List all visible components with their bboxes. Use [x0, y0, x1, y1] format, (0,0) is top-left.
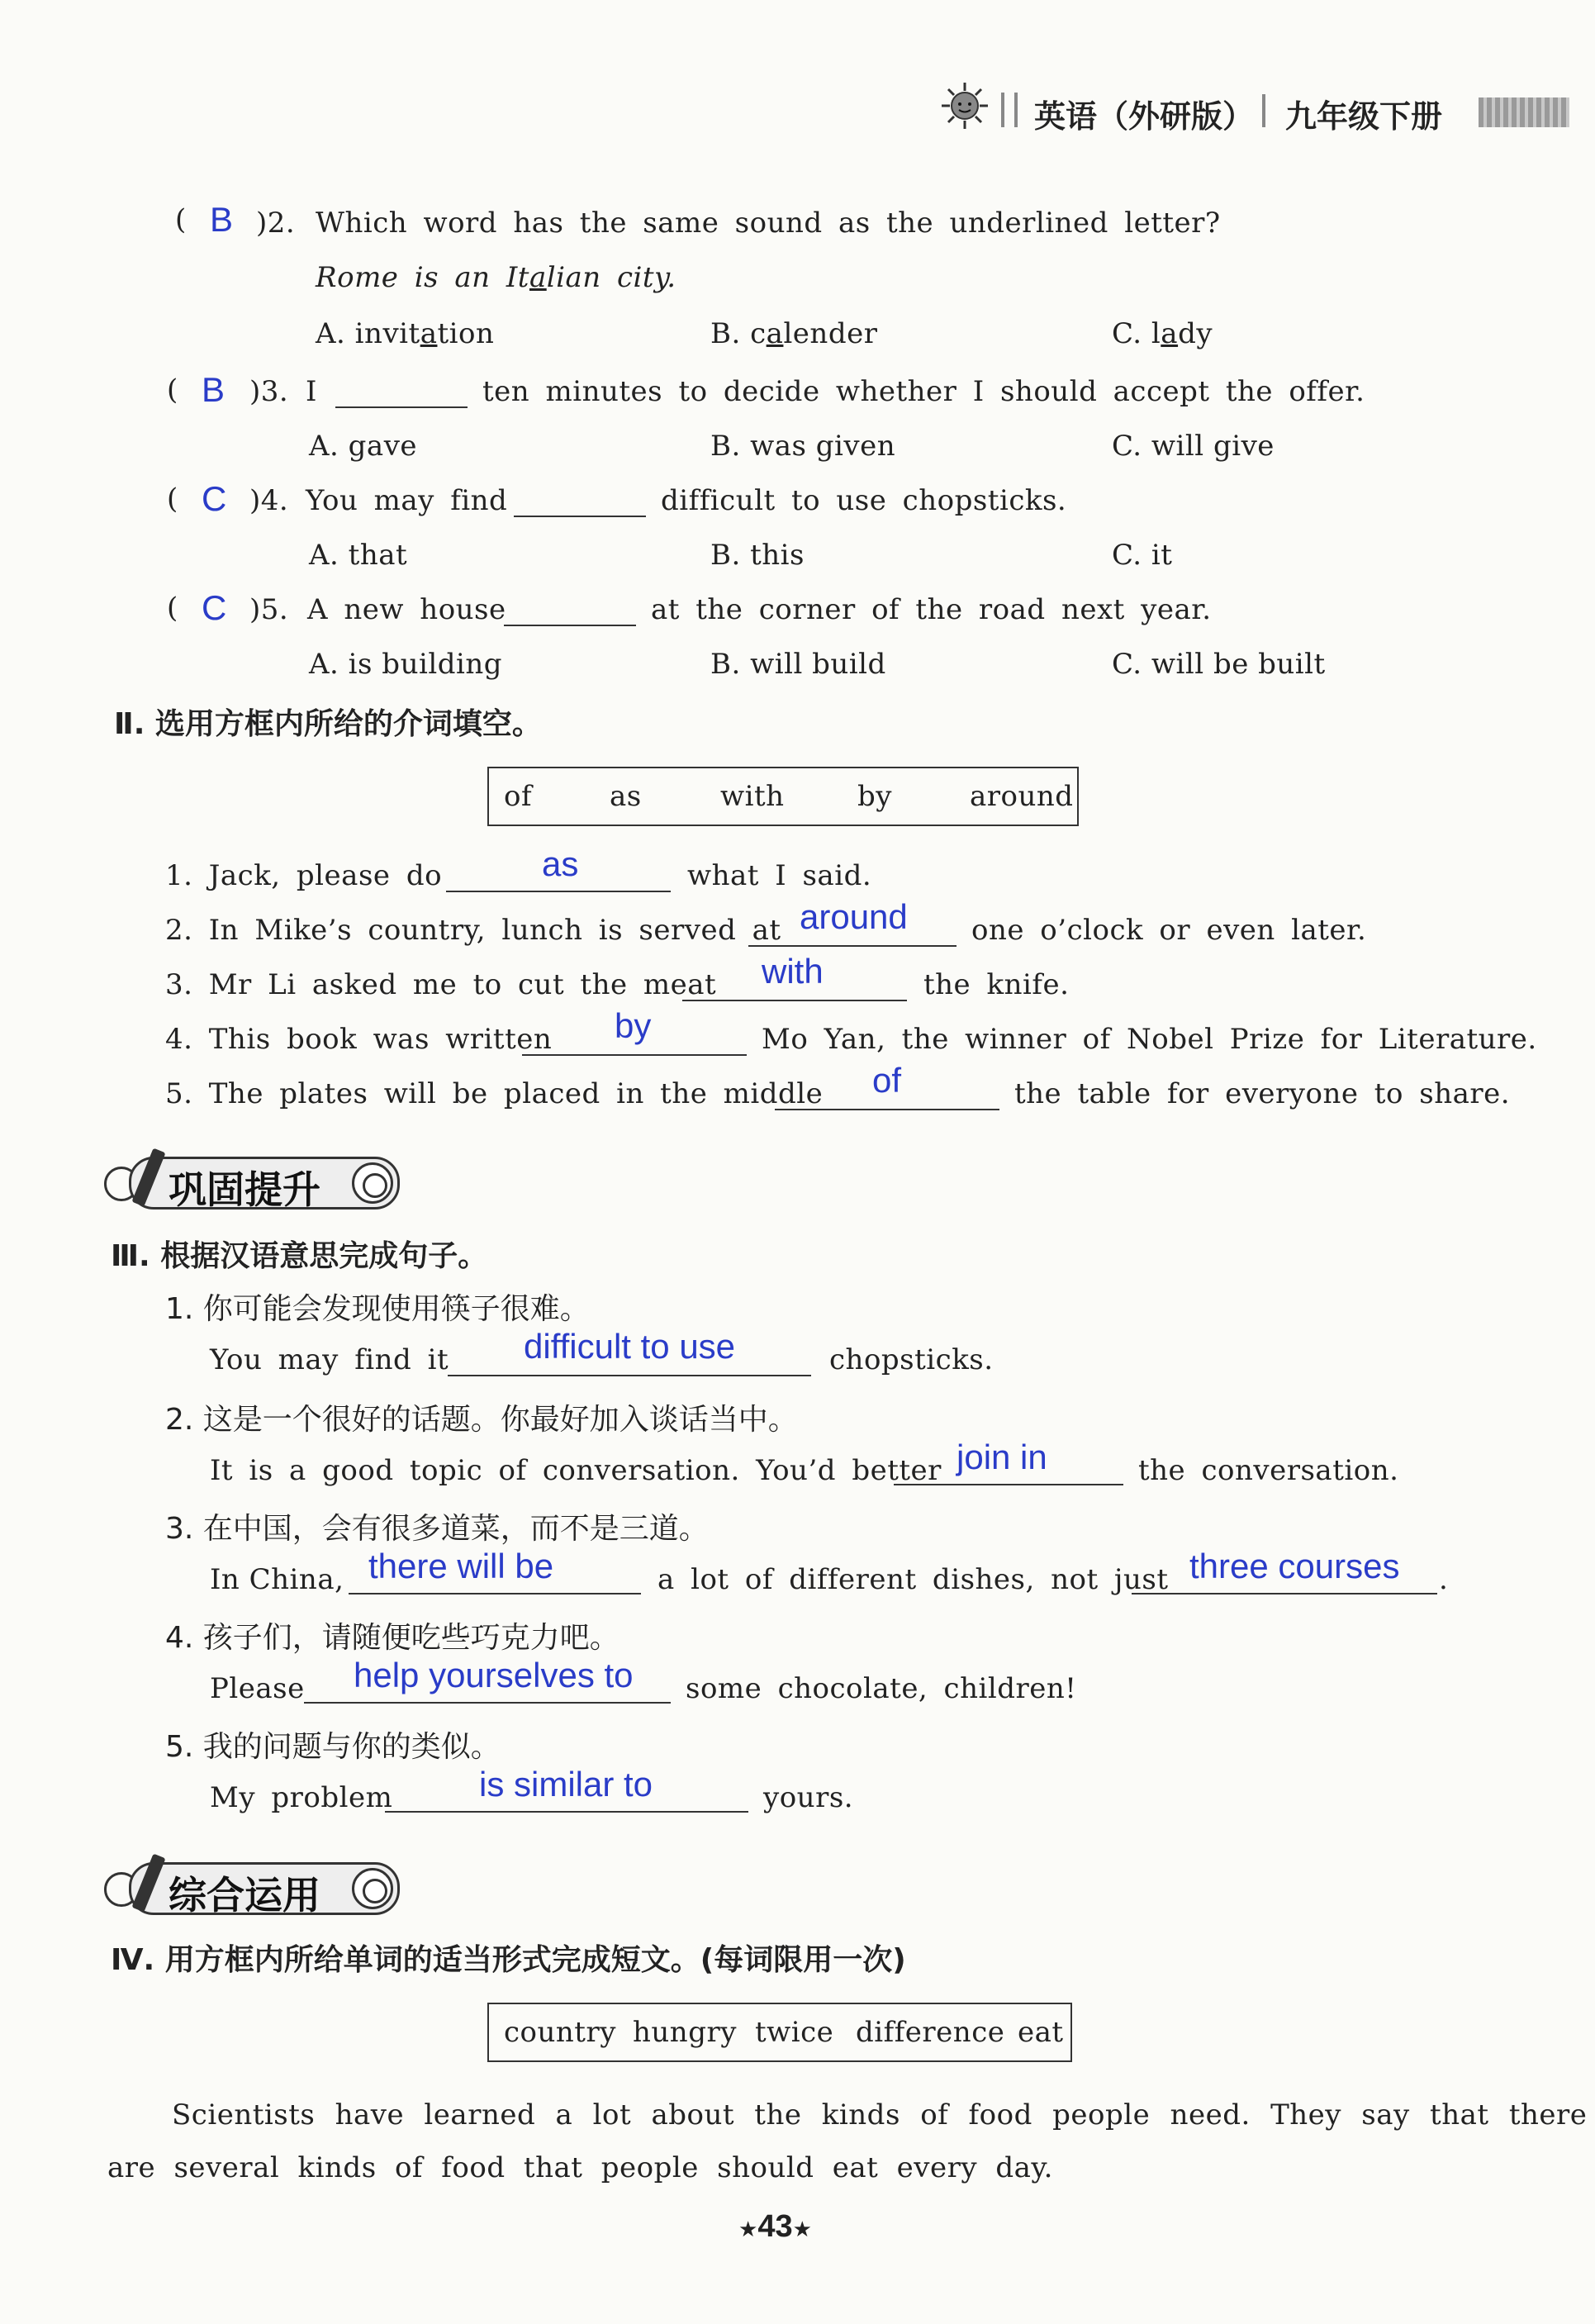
- mc-option-c: C. will be built: [1112, 648, 1326, 681]
- fill-item-post: the knife.: [923, 968, 1070, 1001]
- fill-item-post: Mo Yan, the winner of Nobel Prize for Literature.: [762, 1023, 1537, 1056]
- answer-blank[interactable]: [385, 1811, 748, 1813]
- fill-item-pre: 5. The plates will be placed in the middle: [165, 1077, 824, 1110]
- header-sun-icon: [940, 81, 990, 131]
- word-box-item: by: [857, 780, 892, 813]
- fill-item-pre: My problem: [210, 1781, 393, 1814]
- mc-question-number: )5.: [249, 593, 289, 626]
- fill-answer: there will be: [368, 1547, 554, 1585]
- word-box-item: as: [610, 780, 642, 813]
- mc-subline: Rome is an Italian city.: [316, 261, 676, 294]
- fill-answer: three courses: [1189, 1547, 1400, 1585]
- fill-item-pre: In China,: [210, 1563, 344, 1596]
- fill-item-pre: 1. Jack, please do: [165, 859, 443, 892]
- fill-item-post: the conversation.: [1138, 1454, 1399, 1487]
- mc-option-c: C. lady: [1112, 317, 1213, 350]
- word-box-item: hungry: [633, 2016, 737, 2049]
- fill-answer: join in: [957, 1438, 1047, 1476]
- header-subject: 英语（外研版）: [1034, 98, 1255, 135]
- mc-option-a: A. invitation: [316, 317, 495, 350]
- mc-stem-pre: A new house: [307, 593, 506, 626]
- mc-option-a: A. is building: [309, 648, 503, 681]
- mc-option-b: B. this: [710, 539, 805, 572]
- word-box-item: with: [720, 780, 785, 813]
- answer-blank[interactable]: [682, 1000, 907, 1001]
- fill-item-mid: a lot of different dishes, not just: [657, 1563, 1169, 1596]
- cn-prompt: 4. 孩子们，请随便吃些巧克力吧。: [165, 1621, 619, 1655]
- badge-title: 综合运用: [169, 1873, 320, 1918]
- mc-stem-post: difficult to use chopsticks.: [661, 484, 1067, 517]
- mc-paren-open: (: [167, 373, 178, 406]
- section-badge: [104, 1859, 401, 1918]
- fill-item-post: some chocolate, children!: [686, 1672, 1077, 1705]
- mc-answer: C: [202, 588, 227, 627]
- answer-blank[interactable]: [1132, 1593, 1437, 1594]
- star-icon: ★: [792, 2217, 812, 2241]
- answer-blank[interactable]: [349, 1593, 641, 1594]
- word-box-item: eat: [1018, 2016, 1064, 2049]
- mc-option-b: B. calender: [710, 317, 878, 350]
- mc-question-number: )4.: [249, 484, 289, 517]
- mc-option-a: A. gave: [309, 430, 418, 463]
- answer-blank[interactable]: [504, 625, 636, 626]
- mc-option-c: C. it: [1112, 539, 1173, 572]
- answer-blank[interactable]: [446, 891, 671, 892]
- badge-title: 巩固提升: [169, 1167, 320, 1212]
- mc-question-number: )2.: [256, 207, 296, 240]
- cn-prompt: 2. 这是一个很好的话题。你最好加入谈话当中。: [165, 1403, 798, 1437]
- cn-prompt: 5. 我的问题与你的类似。: [165, 1730, 501, 1764]
- fill-answer: help yourselves to: [354, 1656, 634, 1694]
- answer-blank[interactable]: [335, 406, 468, 408]
- fill-answer: with: [762, 952, 824, 991]
- fill-item-post: .: [1439, 1563, 1449, 1596]
- header-bar: [1479, 97, 1569, 127]
- answer-blank[interactable]: [522, 1054, 747, 1056]
- answer-blank[interactable]: [894, 1484, 1123, 1485]
- header-divider: [1001, 93, 1018, 127]
- fill-answer: as: [542, 844, 579, 883]
- passage-line: are several kinds of food that people should eat every day.: [107, 2151, 1053, 2184]
- mc-option-b: B. was given: [710, 430, 896, 463]
- fill-answer: is similar to: [479, 1765, 653, 1804]
- page-number: ★43★: [738, 2209, 812, 2244]
- mc-stem-pre: I: [306, 375, 317, 408]
- fill-item-pre: 3. Mr Li asked me to cut the meat: [165, 968, 717, 1001]
- fill-item-post: yours.: [763, 1781, 854, 1814]
- mc-option-c: C. will give: [1112, 430, 1275, 463]
- answer-blank[interactable]: [304, 1702, 671, 1704]
- fill-answer: of: [872, 1061, 902, 1100]
- fill-item-post: chopsticks.: [829, 1343, 994, 1376]
- section-title: Ⅲ. 根据汉语意思完成句子。: [111, 1239, 488, 1273]
- section-title: Ⅱ. 选用方框内所给的介词填空。: [114, 707, 542, 741]
- word-box-item: difference: [856, 2016, 1005, 2049]
- cn-prompt: 1. 你可能会发现使用筷子很难。: [165, 1292, 590, 1326]
- section-title: Ⅳ. 用方框内所给单词的适当形式完成短文。(每词限用一次): [111, 1943, 906, 1977]
- fill-item-pre: It is a good topic of conversation. You’d better: [210, 1454, 942, 1487]
- mc-paren-open: (: [167, 592, 178, 625]
- mc-paren-open: (: [175, 203, 187, 236]
- answer-blank[interactable]: [448, 1375, 811, 1376]
- mc-question-stem: Which word has the same sound as the underlined letter?: [316, 207, 1221, 240]
- mc-answer: B: [210, 200, 234, 239]
- mc-question-number: )3.: [249, 375, 289, 408]
- mc-option-b: B. will build: [710, 648, 886, 681]
- answer-blank[interactable]: [748, 945, 957, 947]
- answer-blank[interactable]: [514, 516, 646, 517]
- word-box-item: country: [504, 2016, 616, 2049]
- mc-paren-open: (: [167, 482, 178, 516]
- fill-item-pre: 4. This book was written: [165, 1023, 553, 1056]
- fill-answer: around: [800, 897, 908, 936]
- header-grade: 九年级下册: [1285, 98, 1443, 135]
- answer-blank[interactable]: [775, 1109, 999, 1110]
- mc-answer: B: [202, 370, 225, 409]
- fill-item-pre: Please: [210, 1672, 305, 1705]
- passage-line: Scientists have learned a lot about the kinds of food people need. They say that there: [172, 2098, 1588, 2132]
- word-box-item: of: [504, 780, 533, 813]
- cn-prompt: 3. 在中国，会有很多道菜，而不是三道。: [165, 1512, 709, 1546]
- word-box-item: twice: [755, 2016, 834, 2049]
- mc-answer: C: [202, 479, 227, 518]
- star-icon: ★: [738, 2217, 758, 2241]
- mc-stem-post: ten minutes to decide whether I should accept the offer.: [482, 375, 1365, 408]
- fill-answer: difficult to use: [524, 1327, 736, 1366]
- mc-option-a: A. that: [309, 539, 408, 572]
- section-badge: [104, 1153, 401, 1213]
- fill-item-post: one o’clock or even later.: [971, 914, 1367, 947]
- fill-item-pre: You may find it: [210, 1343, 449, 1376]
- mc-stem-post: at the corner of the road next year.: [651, 593, 1212, 626]
- fill-item-pre: 2. In Mike’s country, lunch is served at: [165, 914, 781, 947]
- fill-item-post: what I said.: [687, 859, 872, 892]
- word-box-item: around: [970, 780, 1074, 813]
- mc-stem-pre: You may find: [306, 484, 508, 517]
- header-divider-2: [1262, 94, 1265, 127]
- fill-item-post: the table for everyone to share.: [1014, 1077, 1511, 1110]
- fill-answer: by: [615, 1006, 652, 1045]
